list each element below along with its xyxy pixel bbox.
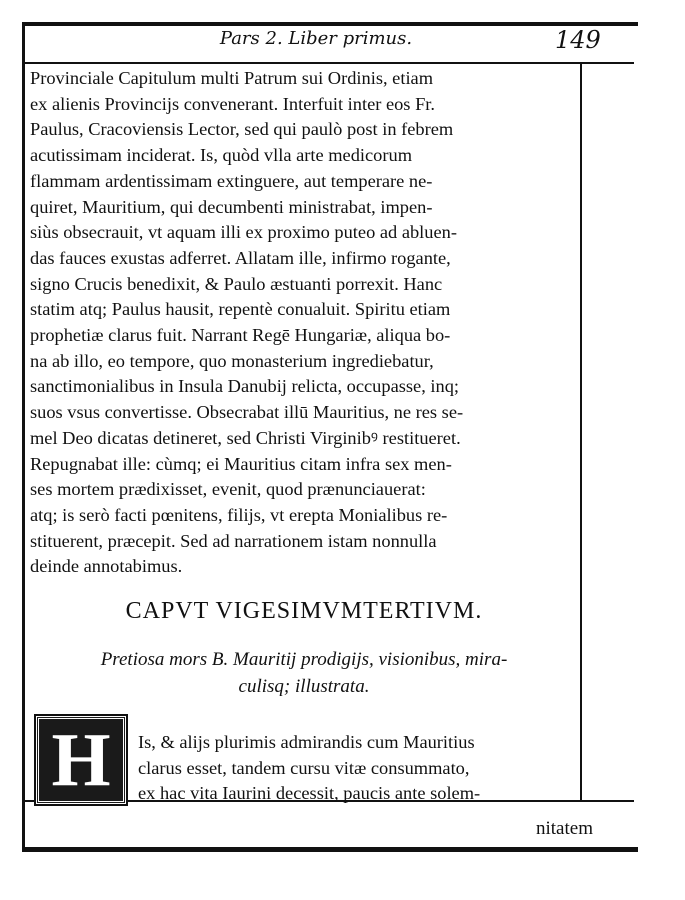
text-line: ex alienis Provincijs convenerant. Interfuit inter eos Fr. bbox=[30, 93, 435, 114]
chapter-subtitle bbox=[30, 646, 578, 700]
running-head: Pars 2. Liber primus. bbox=[219, 28, 413, 49]
text-line: na ab illo, eo tempore, quo monasterium ingrediebatur, bbox=[30, 350, 434, 371]
text-line: Repugnabat ille: cùmq; ei Mauritius citam infra sex men- bbox=[30, 453, 452, 474]
text-line: mel Deo dicatas detineret, sed Christi Virginibꝰ restitueret. bbox=[30, 427, 461, 448]
text-line: statim atq; Paulus hausit, repentè conualuit. Spiritu etiam bbox=[30, 299, 451, 320]
catchword: nitatem bbox=[536, 818, 593, 839]
text-line: ex hac vita Iaurini decessit, paucis ante solem- bbox=[138, 783, 481, 804]
header-rule bbox=[22, 62, 634, 64]
text-line: ses mortem prædixisset, evenit, quod prænunciauerat: bbox=[30, 479, 426, 500]
text-line: Provinciale Capitulum multi Patrum sui Ordinis, etiam bbox=[30, 68, 434, 88]
text-line: deinde annotabimus. bbox=[30, 556, 183, 577]
text-line: Is, & alijs plurimis admirandis cum Mauritius bbox=[138, 732, 475, 752]
text-line: das fauces exustas adferret. Allatam ille, infirmo rogante, bbox=[30, 247, 451, 268]
chapter-subtitle-line: Pretiosa mors B. Mauritij prodigijs, visionibus, mira- bbox=[100, 649, 508, 670]
decorated-initial: H bbox=[36, 716, 126, 804]
text-line: siùs obsecrauit, vt aquam illi ex proximo puteo ad abluen- bbox=[30, 222, 457, 243]
text-line: flammam ardentissimam extinguere, aut temperare ne- bbox=[30, 170, 433, 191]
final-paragraph bbox=[138, 730, 578, 807]
page-number: 149 bbox=[555, 26, 601, 54]
column-rule bbox=[580, 64, 582, 800]
text-line: Paulus, Cracoviensis Lector, sed qui paulò post in febrem bbox=[30, 119, 454, 140]
text-line: atq; is serò facti pœnitens, filijs, vt erepta Monialibus re- bbox=[30, 504, 448, 525]
text-line: sanctimonialibus in Insula Danubij relicta, occupasse, inq; bbox=[30, 376, 460, 397]
text-line: acutissimam inciderat. Is, quòd vlla arte medicorum bbox=[30, 145, 413, 166]
text-line: quiret, Mauritium, qui decumbenti ministrabat, impen- bbox=[30, 196, 433, 217]
chapter-title: CAPVT VIGESIMVMTERTIVM. bbox=[125, 598, 483, 624]
text-line: clarus esset, tandem cursu vitæ consummato, bbox=[138, 757, 470, 778]
text-line: suos vsus convertisse. Obsecrabat illū Mauritius, ne res se- bbox=[30, 402, 464, 423]
body-text bbox=[30, 66, 578, 580]
text-line: signo Crucis benedixit, & Paulo æstuanti porrexit. Hanc bbox=[30, 273, 443, 294]
text-line: prophetiæ clarus fuit. Narrant Regē Hungariæ, aliqua bo- bbox=[30, 325, 451, 346]
text-line: stituerent, præcepit. Sed ad narrationem istam nonnulla bbox=[30, 530, 437, 551]
chapter-subtitle-line: culisq; illustrata. bbox=[238, 676, 370, 697]
